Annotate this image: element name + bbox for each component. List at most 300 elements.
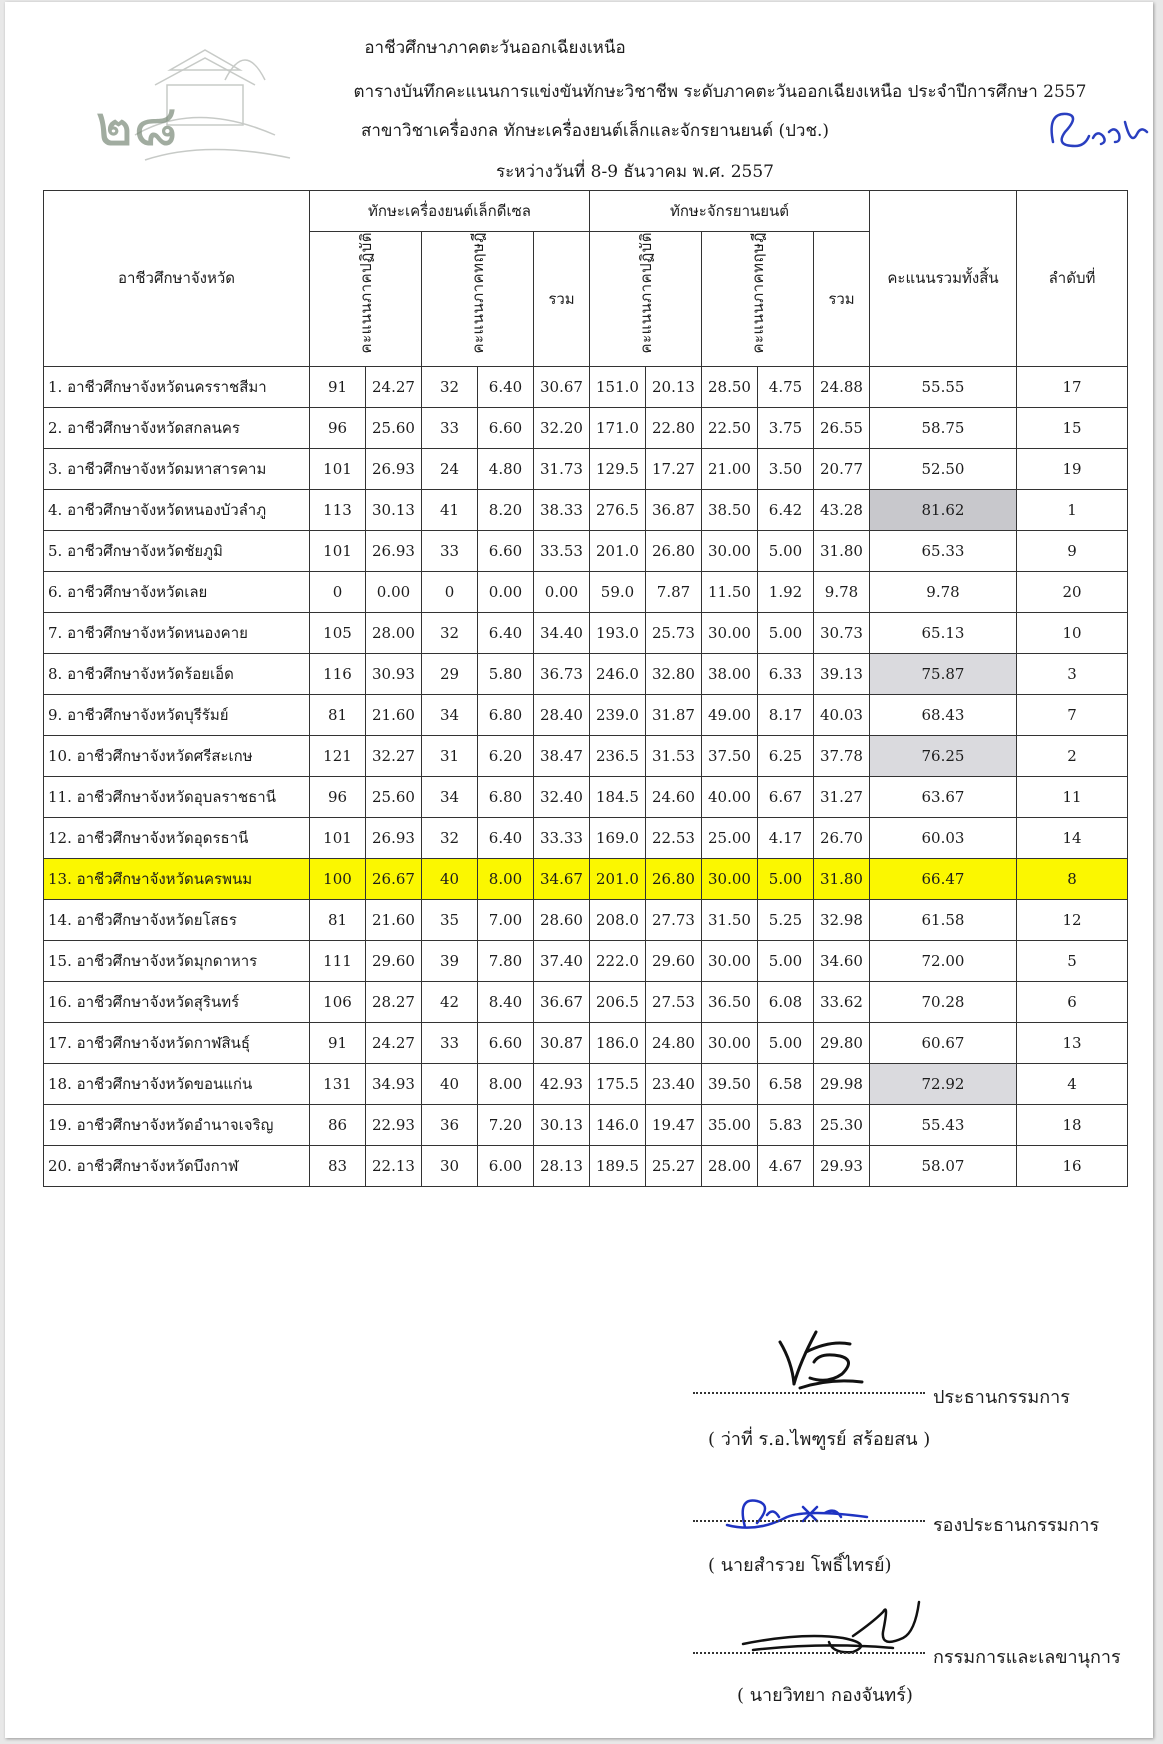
- cell-rank: 12: [1017, 899, 1128, 940]
- cell-province: 17. อาชีวศึกษาจังหวัดกาฬสินธุ์: [44, 1022, 310, 1063]
- header-line-1: อาชีวศึกษาภาคตะวันออกเฉียงเหนือ: [364, 38, 626, 58]
- cell-moto-sum: 34.60: [814, 940, 870, 981]
- table-row: [44, 489, 1128, 530]
- cell-moto-theory-score: 4.67: [758, 1145, 814, 1186]
- cell-moto-practical-raw: 184.5: [590, 776, 646, 817]
- cell-diesel-theory-score: 7.80: [478, 940, 534, 981]
- cell-moto-practical-score: 32.80: [646, 653, 702, 694]
- cell-diesel-theory-score: 0.00: [478, 571, 534, 612]
- cell-rank: 16: [1017, 1145, 1128, 1186]
- cell-diesel-theory-raw: 36: [422, 1104, 478, 1145]
- table-row: [44, 653, 1128, 694]
- signature-line-3: [693, 1652, 925, 1654]
- cell-total: 55.43: [870, 1104, 1017, 1145]
- cell-moto-practical-score: 27.53: [646, 981, 702, 1022]
- cell-diesel-theory-raw: 32: [422, 366, 478, 407]
- cell-diesel-theory-score: 6.60: [478, 1022, 534, 1063]
- cell-moto-practical-raw: 246.0: [590, 653, 646, 694]
- table-row: [44, 530, 1128, 571]
- cell-province: 15. อาชีวศึกษาจังหวัดมุกดาหาร: [44, 940, 310, 981]
- cell-province: 14. อาชีวศึกษาจังหวัดยโสธร: [44, 899, 310, 940]
- cell-moto-theory-raw: 40.00: [702, 776, 758, 817]
- header-total: คะแนนรวมทั้งสิ้น: [870, 191, 1017, 367]
- cell-diesel-practical-score: 29.60: [366, 940, 422, 981]
- cell-diesel-theory-raw: 34: [422, 776, 478, 817]
- cell-rank: 17: [1017, 366, 1128, 407]
- cell-moto-theory-raw: 35.00: [702, 1104, 758, 1145]
- cell-moto-sum: 20.77: [814, 448, 870, 489]
- cell-moto-sum: 31.80: [814, 858, 870, 899]
- cell-diesel-sum: 30.67: [534, 366, 590, 407]
- cell-total: 52.50: [870, 448, 1017, 489]
- cell-moto-theory-score: 5.00: [758, 1022, 814, 1063]
- signature-line-1: [693, 1392, 925, 1394]
- cell-diesel-practical-score: 34.93: [366, 1063, 422, 1104]
- cell-rank: 14: [1017, 817, 1128, 858]
- cell-moto-sum: 37.78: [814, 735, 870, 776]
- cell-total: 58.07: [870, 1145, 1017, 1186]
- signature-name-2: ( นายสำรวย โพธิ์ไทรย์): [708, 1555, 892, 1576]
- signature-line-2: [693, 1520, 925, 1522]
- cell-diesel-sum: 32.40: [534, 776, 590, 817]
- cell-moto-sum: 26.70: [814, 817, 870, 858]
- cell-diesel-theory-score: 6.00: [478, 1145, 534, 1186]
- cell-diesel-theory-raw: 41: [422, 489, 478, 530]
- cell-diesel-sum: 37.40: [534, 940, 590, 981]
- cell-diesel-theory-score: 6.80: [478, 694, 534, 735]
- cell-total: 65.33: [870, 530, 1017, 571]
- cell-moto-practical-score: 26.80: [646, 530, 702, 571]
- cell-moto-theory-raw: 11.50: [702, 571, 758, 612]
- cell-diesel-sum: 30.87: [534, 1022, 590, 1063]
- cell-total: 75.87: [870, 653, 1017, 694]
- cell-moto-sum: 40.03: [814, 694, 870, 735]
- cell-diesel-sum: 32.20: [534, 407, 590, 448]
- cell-rank: 15: [1017, 407, 1128, 448]
- cell-moto-theory-raw: 28.50: [702, 366, 758, 407]
- cell-diesel-sum: 31.73: [534, 448, 590, 489]
- cell-rank: 19: [1017, 448, 1128, 489]
- cell-moto-theory-score: 5.00: [758, 940, 814, 981]
- cell-rank: 10: [1017, 612, 1128, 653]
- cell-rank: 9: [1017, 530, 1128, 571]
- cell-diesel-sum: 28.60: [534, 899, 590, 940]
- cell-moto-practical-score: 19.47: [646, 1104, 702, 1145]
- cell-diesel-theory-score: 8.20: [478, 489, 534, 530]
- cell-diesel-theory-score: 6.60: [478, 530, 534, 571]
- cell-moto-sum: 26.55: [814, 407, 870, 448]
- cell-total: 66.47: [870, 858, 1017, 899]
- header-line-4: ระหว่างวันที่ 8-9 ธันวาคม พ.ศ. 2557: [496, 162, 774, 182]
- cell-rank: 1: [1017, 489, 1128, 530]
- cell-diesel-practical-raw: 86: [310, 1104, 366, 1145]
- cell-province: 5. อาชีวศึกษาจังหวัดชัยภูมิ: [44, 530, 310, 571]
- cell-moto-practical-score: 31.87: [646, 694, 702, 735]
- cell-rank: 7: [1017, 694, 1128, 735]
- cell-moto-theory-score: 3.50: [758, 448, 814, 489]
- cell-diesel-sum: 33.33: [534, 817, 590, 858]
- cell-moto-practical-score: 25.27: [646, 1145, 702, 1186]
- signature-role-1: ประธานกรรมการ: [933, 1387, 1070, 1408]
- cell-moto-practical-raw: 208.0: [590, 899, 646, 940]
- table-row: [44, 571, 1128, 612]
- cell-moto-practical-score: 25.73: [646, 612, 702, 653]
- cell-total: 55.55: [870, 366, 1017, 407]
- header-rank: ลำดับที่: [1017, 191, 1128, 367]
- header-diesel-theory: คะแนนภาคทฤษฎี: [422, 232, 534, 367]
- cell-province: 6. อาชีวศึกษาจังหวัดเลย: [44, 571, 310, 612]
- cell-province: 13. อาชีวศึกษาจังหวัดนครพนม: [44, 858, 310, 899]
- cell-total: 72.00: [870, 940, 1017, 981]
- cell-province: 1. อาชีวศึกษาจังหวัดนครราชสีมา: [44, 366, 310, 407]
- cell-moto-theory-score: 5.83: [758, 1104, 814, 1145]
- cell-diesel-theory-raw: 35: [422, 899, 478, 940]
- cell-diesel-practical-raw: 113: [310, 489, 366, 530]
- cell-rank: 5: [1017, 940, 1128, 981]
- header-line-2: ตารางบันทึกคะแนนการแข่งขันทักษะวิชาชีพ ระดับภาคตะวันออกเฉียงเหนือ ประจำปีการศึกษา 2557: [353, 82, 1087, 102]
- cell-diesel-practical-raw: 83: [310, 1145, 366, 1186]
- cell-diesel-theory-score: 7.00: [478, 899, 534, 940]
- cell-province: 20. อาชีวศึกษาจังหวัดบึงกาฬ: [44, 1145, 310, 1186]
- cell-moto-practical-raw: 186.0: [590, 1022, 646, 1063]
- cell-moto-practical-score: 17.27: [646, 448, 702, 489]
- table-row: [44, 448, 1128, 489]
- cell-diesel-theory-raw: 33: [422, 530, 478, 571]
- cell-diesel-practical-score: 26.93: [366, 448, 422, 489]
- cell-diesel-practical-raw: 101: [310, 530, 366, 571]
- cell-diesel-theory-score: 4.80: [478, 448, 534, 489]
- header-group-motorcycle: ทักษะจักรยานยนต์: [590, 191, 870, 232]
- cell-moto-theory-score: 4.17: [758, 817, 814, 858]
- cell-rank: 4: [1017, 1063, 1128, 1104]
- cell-moto-practical-raw: 169.0: [590, 817, 646, 858]
- cell-diesel-sum: 34.67: [534, 858, 590, 899]
- cell-total: 81.62: [870, 489, 1017, 530]
- cell-moto-sum: 29.80: [814, 1022, 870, 1063]
- cell-diesel-theory-score: 8.00: [478, 858, 534, 899]
- table-row: [44, 817, 1128, 858]
- cell-diesel-practical-score: 21.60: [366, 694, 422, 735]
- cell-diesel-theory-raw: 29: [422, 653, 478, 694]
- cell-moto-practical-raw: 151.0: [590, 366, 646, 407]
- cell-diesel-practical-score: 26.93: [366, 817, 422, 858]
- cell-diesel-practical-score: 30.93: [366, 653, 422, 694]
- cell-moto-theory-score: 6.67: [758, 776, 814, 817]
- cell-total: 60.67: [870, 1022, 1017, 1063]
- cell-moto-practical-score: 29.60: [646, 940, 702, 981]
- cell-diesel-practical-raw: 91: [310, 1022, 366, 1063]
- cell-province: 11. อาชีวศึกษาจังหวัดอุบลราชธานี: [44, 776, 310, 817]
- cell-province: 19. อาชีวศึกษาจังหวัดอำนาจเจริญ: [44, 1104, 310, 1145]
- cell-moto-theory-raw: 30.00: [702, 940, 758, 981]
- cell-diesel-theory-raw: 33: [422, 1022, 478, 1063]
- table-row: [44, 407, 1128, 448]
- cell-diesel-theory-score: 7.20: [478, 1104, 534, 1145]
- score-table-body: [44, 366, 1128, 1186]
- cell-diesel-theory-raw: 24: [422, 448, 478, 489]
- signature-chairman: [770, 1322, 870, 1402]
- cell-moto-theory-score: 4.75: [758, 366, 814, 407]
- cell-moto-practical-score: 36.87: [646, 489, 702, 530]
- cell-moto-theory-raw: 36.50: [702, 981, 758, 1022]
- cell-diesel-practical-raw: 96: [310, 776, 366, 817]
- cell-diesel-practical-score: 28.00: [366, 612, 422, 653]
- table-row: [44, 1022, 1128, 1063]
- cell-moto-theory-raw: 25.00: [702, 817, 758, 858]
- cell-diesel-practical-raw: 0: [310, 571, 366, 612]
- cell-rank: 20: [1017, 571, 1128, 612]
- cell-diesel-practical-score: 25.60: [366, 407, 422, 448]
- cell-moto-practical-raw: 201.0: [590, 530, 646, 571]
- cell-diesel-practical-raw: 100: [310, 858, 366, 899]
- cell-rank: 11: [1017, 776, 1128, 817]
- cell-moto-practical-raw: 276.5: [590, 489, 646, 530]
- cell-moto-theory-raw: 49.00: [702, 694, 758, 735]
- cell-moto-theory-raw: 21.00: [702, 448, 758, 489]
- cell-moto-theory-score: 5.25: [758, 899, 814, 940]
- cell-moto-sum: 29.93: [814, 1145, 870, 1186]
- cell-total: 70.28: [870, 981, 1017, 1022]
- cell-moto-theory-raw: 38.50: [702, 489, 758, 530]
- cell-province: 18. อาชีวศึกษาจังหวัดขอนแก่น: [44, 1063, 310, 1104]
- signature-vice-chairman: [717, 1487, 877, 1537]
- cell-moto-practical-score: 27.73: [646, 899, 702, 940]
- cell-diesel-sum: 36.73: [534, 653, 590, 694]
- cell-moto-sum: 31.80: [814, 530, 870, 571]
- handwritten-initial-mark: [1045, 102, 1163, 162]
- cell-moto-theory-score: 5.00: [758, 858, 814, 899]
- cell-diesel-theory-raw: 33: [422, 407, 478, 448]
- cell-diesel-theory-score: 6.40: [478, 612, 534, 653]
- cell-moto-practical-raw: 193.0: [590, 612, 646, 653]
- cell-total: 58.75: [870, 407, 1017, 448]
- cell-moto-practical-score: 24.60: [646, 776, 702, 817]
- table-row: [44, 612, 1128, 653]
- cell-diesel-practical-score: 28.27: [366, 981, 422, 1022]
- table-row: [44, 940, 1128, 981]
- cell-diesel-practical-raw: 101: [310, 817, 366, 858]
- cell-province: 16. อาชีวศึกษาจังหวัดสุรินทร์: [44, 981, 310, 1022]
- cell-diesel-practical-score: 22.93: [366, 1104, 422, 1145]
- cell-moto-practical-score: 22.53: [646, 817, 702, 858]
- cell-diesel-practical-score: 25.60: [366, 776, 422, 817]
- signature-role-3: กรรมการและเลขานุการ: [933, 1647, 1121, 1668]
- table-row: [44, 1104, 1128, 1145]
- cell-diesel-practical-raw: 121: [310, 735, 366, 776]
- cell-moto-sum: 43.28: [814, 489, 870, 530]
- header-province: อาชีวศึกษาจังหวัด: [44, 191, 310, 367]
- cell-diesel-sum: 28.13: [534, 1145, 590, 1186]
- cell-diesel-practical-score: 30.13: [366, 489, 422, 530]
- cell-diesel-theory-raw: 31: [422, 735, 478, 776]
- cell-diesel-practical-raw: 105: [310, 612, 366, 653]
- cell-diesel-sum: 38.47: [534, 735, 590, 776]
- cell-moto-theory-raw: 30.00: [702, 612, 758, 653]
- cell-moto-theory-raw: 30.00: [702, 858, 758, 899]
- cell-diesel-theory-raw: 39: [422, 940, 478, 981]
- event-logo: [75, 40, 305, 180]
- cell-moto-sum: 9.78: [814, 571, 870, 612]
- cell-province: 9. อาชีวศึกษาจังหวัดบุรีรัมย์: [44, 694, 310, 735]
- cell-moto-theory-score: 1.92: [758, 571, 814, 612]
- cell-diesel-theory-score: 8.40: [478, 981, 534, 1022]
- cell-moto-sum: 24.88: [814, 366, 870, 407]
- table-row: [44, 858, 1128, 899]
- cell-moto-practical-raw: 146.0: [590, 1104, 646, 1145]
- cell-moto-theory-raw: 30.00: [702, 530, 758, 571]
- table-row: [44, 1145, 1128, 1186]
- document-page: [5, 2, 1153, 1738]
- cell-diesel-theory-raw: 32: [422, 817, 478, 858]
- cell-moto-theory-raw: 22.50: [702, 407, 758, 448]
- table-row: [44, 776, 1128, 817]
- cell-moto-practical-raw: 206.5: [590, 981, 646, 1022]
- cell-total: 60.03: [870, 817, 1017, 858]
- cell-diesel-sum: 38.33: [534, 489, 590, 530]
- cell-diesel-practical-raw: 106: [310, 981, 366, 1022]
- cell-diesel-practical-raw: 96: [310, 407, 366, 448]
- cell-moto-sum: 31.27: [814, 776, 870, 817]
- cell-diesel-practical-score: 26.93: [366, 530, 422, 571]
- cell-diesel-practical-score: 21.60: [366, 899, 422, 940]
- cell-diesel-practical-raw: 81: [310, 694, 366, 735]
- header-diesel-sum: รวม: [534, 232, 590, 367]
- cell-diesel-theory-score: 6.80: [478, 776, 534, 817]
- cell-moto-practical-raw: 239.0: [590, 694, 646, 735]
- cell-diesel-sum: 42.93: [534, 1063, 590, 1104]
- cell-diesel-practical-raw: 91: [310, 366, 366, 407]
- cell-moto-sum: 25.30: [814, 1104, 870, 1145]
- cell-moto-sum: 32.98: [814, 899, 870, 940]
- cell-moto-practical-score: 24.80: [646, 1022, 702, 1063]
- cell-moto-practical-score: 20.13: [646, 366, 702, 407]
- cell-moto-theory-raw: 37.50: [702, 735, 758, 776]
- cell-moto-practical-raw: 129.5: [590, 448, 646, 489]
- cell-diesel-theory-raw: 42: [422, 981, 478, 1022]
- cell-moto-practical-score: 7.87: [646, 571, 702, 612]
- signature-name-3: ( นายวิทยา กองจันทร์): [737, 1685, 913, 1706]
- cell-province: 10. อาชีวศึกษาจังหวัดศรีสะเกษ: [44, 735, 310, 776]
- cell-diesel-sum: 34.40: [534, 612, 590, 653]
- score-table: [43, 190, 1128, 1187]
- cell-moto-practical-raw: 236.5: [590, 735, 646, 776]
- table-row: [44, 366, 1128, 407]
- cell-rank: 6: [1017, 981, 1128, 1022]
- cell-moto-practical-score: 31.53: [646, 735, 702, 776]
- header-moto-practical: คะแนนภาคปฏิบัติ: [590, 232, 702, 367]
- cell-moto-theory-score: 6.25: [758, 735, 814, 776]
- table-row: [44, 694, 1128, 735]
- cell-total: 76.25: [870, 735, 1017, 776]
- cell-rank: 13: [1017, 1022, 1128, 1063]
- cell-rank: 18: [1017, 1104, 1128, 1145]
- cell-moto-practical-raw: 171.0: [590, 407, 646, 448]
- cell-rank: 8: [1017, 858, 1128, 899]
- cell-diesel-practical-score: 24.27: [366, 366, 422, 407]
- table-row: [44, 899, 1128, 940]
- cell-diesel-sum: 0.00: [534, 571, 590, 612]
- cell-total: 65.13: [870, 612, 1017, 653]
- cell-diesel-practical-score: 32.27: [366, 735, 422, 776]
- cell-diesel-theory-raw: 34: [422, 694, 478, 735]
- cell-moto-practical-score: 23.40: [646, 1063, 702, 1104]
- cell-moto-theory-score: 3.75: [758, 407, 814, 448]
- cell-province: 7. อาชีวศึกษาจังหวัดหนองคาย: [44, 612, 310, 653]
- cell-diesel-sum: 36.67: [534, 981, 590, 1022]
- cell-province: 12. อาชีวศึกษาจังหวัดอุดรธานี: [44, 817, 310, 858]
- cell-diesel-sum: 33.53: [534, 530, 590, 571]
- cell-moto-theory-score: 8.17: [758, 694, 814, 735]
- cell-moto-practical-raw: 59.0: [590, 571, 646, 612]
- cell-diesel-practical-raw: 116: [310, 653, 366, 694]
- cell-diesel-practical-score: 22.13: [366, 1145, 422, 1186]
- cell-moto-theory-score: 6.08: [758, 981, 814, 1022]
- cell-moto-theory-raw: 28.00: [702, 1145, 758, 1186]
- cell-total: 9.78: [870, 571, 1017, 612]
- cell-moto-practical-score: 26.80: [646, 858, 702, 899]
- cell-moto-theory-raw: 39.50: [702, 1063, 758, 1104]
- cell-diesel-practical-score: 24.27: [366, 1022, 422, 1063]
- cell-moto-sum: 30.73: [814, 612, 870, 653]
- cell-total: 72.92: [870, 1063, 1017, 1104]
- cell-diesel-theory-raw: 32: [422, 612, 478, 653]
- cell-moto-sum: 39.13: [814, 653, 870, 694]
- cell-diesel-sum: 30.13: [534, 1104, 590, 1145]
- cell-diesel-theory-raw: 40: [422, 1063, 478, 1104]
- cell-total: 61.58: [870, 899, 1017, 940]
- cell-rank: 3: [1017, 653, 1128, 694]
- cell-diesel-practical-raw: 131: [310, 1063, 366, 1104]
- header-line-3: สาขาวิชาเครื่องกล ทักษะเครื่องยนต์เล็กและจักรยานยนต์ (ปวช.): [360, 121, 830, 141]
- cell-province: 3. อาชีวศึกษาจังหวัดมหาสารคาม: [44, 448, 310, 489]
- signature-name-1: ( ว่าที่ ร.อ.ไพฑูรย์ สร้อยสน ): [708, 1429, 931, 1450]
- cell-province: 8. อาชีวศึกษาจังหวัดร้อยเอ็ด: [44, 653, 310, 694]
- cell-diesel-theory-raw: 0: [422, 571, 478, 612]
- cell-moto-sum: 33.62: [814, 981, 870, 1022]
- cell-moto-theory-raw: 31.50: [702, 899, 758, 940]
- header-moto-sum: รวม: [814, 232, 870, 367]
- cell-diesel-practical-raw: 101: [310, 448, 366, 489]
- cell-moto-theory-raw: 38.00: [702, 653, 758, 694]
- cell-moto-practical-raw: 189.5: [590, 1145, 646, 1186]
- header-moto-theory: คะแนนภาคทฤษฎี: [702, 232, 814, 367]
- table-row: [44, 981, 1128, 1022]
- cell-diesel-theory-raw: 30: [422, 1145, 478, 1186]
- cell-diesel-theory-score: 6.40: [478, 817, 534, 858]
- cell-diesel-theory-score: 6.60: [478, 407, 534, 448]
- cell-diesel-practical-raw: 111: [310, 940, 366, 981]
- cell-diesel-theory-score: 8.00: [478, 1063, 534, 1104]
- cell-moto-theory-score: 5.00: [758, 612, 814, 653]
- cell-moto-practical-raw: 201.0: [590, 858, 646, 899]
- signature-role-2: รองประธานกรรมการ: [933, 1515, 1100, 1536]
- cell-moto-practical-raw: 175.5: [590, 1063, 646, 1104]
- cell-diesel-theory-score: 5.80: [478, 653, 534, 694]
- cell-moto-practical-score: 22.80: [646, 407, 702, 448]
- cell-moto-sum: 29.98: [814, 1063, 870, 1104]
- cell-moto-theory-score: 5.00: [758, 530, 814, 571]
- logo-numeral: ๒๘: [95, 91, 178, 159]
- cell-moto-theory-score: 6.42: [758, 489, 814, 530]
- cell-total: 68.43: [870, 694, 1017, 735]
- cell-diesel-practical-score: 26.67: [366, 858, 422, 899]
- cell-total: 63.67: [870, 776, 1017, 817]
- cell-moto-theory-score: 6.58: [758, 1063, 814, 1104]
- cell-moto-theory-score: 6.33: [758, 653, 814, 694]
- table-row: [44, 735, 1128, 776]
- cell-diesel-theory-raw: 40: [422, 858, 478, 899]
- cell-moto-theory-raw: 30.00: [702, 1022, 758, 1063]
